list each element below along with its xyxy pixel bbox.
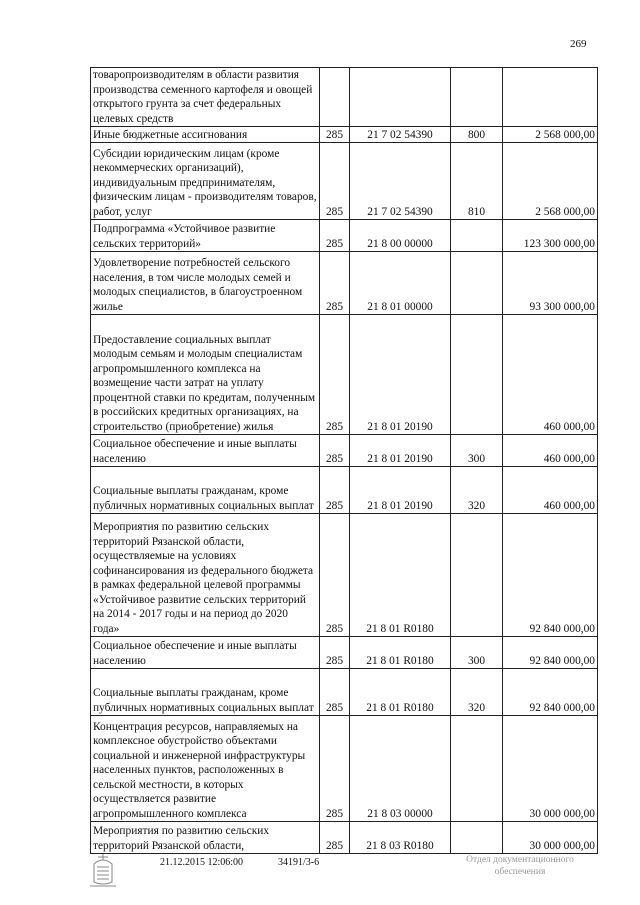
row-name: товаропроизводителям в области развития производства семенного картофеля и овощей открытого грунта за счет федеральных целевых средств bbox=[91, 68, 320, 127]
row-target-article: 21 8 01 R0180 bbox=[350, 669, 451, 716]
row-target-article: 21 8 03 R0180 bbox=[350, 822, 451, 854]
row-name: Подпрограмма «Устойчивое развитие сельских территорий» bbox=[91, 220, 320, 252]
row-expense-type bbox=[451, 716, 503, 822]
row-expense-type: 300 bbox=[451, 435, 503, 467]
row-name: Иные бюджетные ассигнования bbox=[91, 127, 320, 143]
emblem-icon bbox=[86, 852, 120, 888]
row-amount: 460 000,00 bbox=[503, 315, 598, 435]
table-row bbox=[91, 637, 598, 669]
table-row bbox=[91, 467, 598, 514]
footer-datetime: 21.12.2015 12:06:00 bbox=[160, 857, 244, 868]
table-row bbox=[91, 252, 598, 315]
row-expense-type bbox=[451, 514, 503, 637]
row-code bbox=[320, 68, 350, 127]
row-expense-type bbox=[451, 252, 503, 315]
row-expense-type: 810 bbox=[451, 143, 503, 220]
footer-doc-number: 34191/3-6 bbox=[278, 857, 320, 868]
row-code: 285 bbox=[320, 716, 350, 822]
row-amount: 30 000 000,00 bbox=[503, 716, 598, 822]
row-code: 285 bbox=[320, 669, 350, 716]
row-amount: 92 840 000,00 bbox=[503, 669, 598, 716]
row-code: 285 bbox=[320, 127, 350, 143]
row-target-article: 21 8 00 00000 bbox=[350, 220, 451, 252]
row-expense-type: 300 bbox=[451, 637, 503, 669]
row-code: 285 bbox=[320, 637, 350, 669]
budget-table bbox=[90, 67, 598, 854]
row-amount: 2 568 000,00 bbox=[503, 127, 598, 143]
row-code: 285 bbox=[320, 143, 350, 220]
table-row bbox=[91, 822, 598, 854]
row-name: Мероприятия по развитию сельских территорий Рязанской области, bbox=[91, 822, 320, 854]
row-name: Предоставление социальных выплат молодым семьям и молодым специалистам агропромышленного комплекса на возмещение части затрат на уплату процентной ставки по кредитам, полученным в российских кредитных организациях, на строительство (приобретение) жилья bbox=[91, 315, 320, 435]
row-amount: 123 300 000,00 bbox=[503, 220, 598, 252]
row-name: Социальное обеспечение и иные выплаты населению bbox=[91, 435, 320, 467]
row-name: Субсидии юридическим лицам (кроме некоммерческих организаций), индивидуальным предпринимателям, физическим лицам - производителям товаров, работ, услуг bbox=[91, 143, 320, 220]
table-row bbox=[91, 68, 598, 127]
stamp-line-1: Отдел документационного bbox=[466, 855, 574, 865]
row-expense-type bbox=[451, 822, 503, 854]
table-row bbox=[91, 435, 598, 467]
stamp-line-2: обеспечения bbox=[494, 867, 546, 877]
row-target-article: 21 8 01 20190 bbox=[350, 315, 451, 435]
row-amount: 30 000 000,00 bbox=[503, 822, 598, 854]
row-target-article: 21 8 03 00000 bbox=[350, 716, 451, 822]
row-name: Социальные выплаты гражданам, кроме публичных нормативных социальных выплат bbox=[91, 467, 320, 514]
row-code: 285 bbox=[320, 514, 350, 637]
row-target-article: 21 7 02 54390 bbox=[350, 127, 451, 143]
row-target-article: 21 8 01 20190 bbox=[350, 435, 451, 467]
row-amount: 92 840 000,00 bbox=[503, 637, 598, 669]
row-target-article: 21 7 02 54390 bbox=[350, 143, 451, 220]
row-name: Мероприятия по развитию сельских территорий Рязанской области, осуществляемые на условиях софинансирования из федерального бюджета в рамках федеральной целевой программы «Устойчивое развитие сельских территорий на 2014 - 2017 годы и на период до 2020 года» bbox=[91, 514, 320, 637]
row-target-article: 21 8 01 R0180 bbox=[350, 637, 451, 669]
row-code: 285 bbox=[320, 435, 350, 467]
table-row bbox=[91, 220, 598, 252]
table-row bbox=[91, 143, 598, 220]
row-amount: 460 000,00 bbox=[503, 435, 598, 467]
row-target-article: 21 8 01 R0180 bbox=[350, 514, 451, 637]
row-expense-type: 320 bbox=[451, 467, 503, 514]
row-name: Социальное обеспечение и иные выплаты населению bbox=[91, 637, 320, 669]
table-row bbox=[91, 514, 598, 637]
row-amount: 92 840 000,00 bbox=[503, 514, 598, 637]
row-amount bbox=[503, 68, 598, 127]
table-row bbox=[91, 127, 598, 143]
row-amount: 460 000,00 bbox=[503, 467, 598, 514]
row-target-article: 21 8 01 00000 bbox=[350, 252, 451, 315]
row-code: 285 bbox=[320, 252, 350, 315]
row-code: 285 bbox=[320, 315, 350, 435]
table-row bbox=[91, 716, 598, 822]
department-stamp bbox=[445, 854, 595, 878]
row-amount: 93 300 000,00 bbox=[503, 252, 598, 315]
row-expense-type bbox=[451, 68, 503, 127]
row-code: 285 bbox=[320, 220, 350, 252]
row-expense-type bbox=[451, 220, 503, 252]
page-number: 269 bbox=[570, 38, 587, 50]
row-name: Удовлетворение потребностей сельского населения, в том числе молодых семей и молодых специалистов, в благоустроенном жилье bbox=[91, 252, 320, 315]
row-name: Концентрация ресурсов, направляемых на комплексное обустройство объектами социальной и инженерной инфраструктуры населенных пунктов, расположенных в сельской местности, в которых осуществляется развитие агропромышленного комплекса bbox=[91, 716, 320, 822]
row-code: 285 bbox=[320, 822, 350, 854]
row-target-article: 21 8 01 20190 bbox=[350, 467, 451, 514]
table-row bbox=[91, 669, 598, 716]
row-target-article bbox=[350, 68, 451, 127]
budget-table-body bbox=[91, 68, 598, 854]
row-code: 285 bbox=[320, 467, 350, 514]
table-row bbox=[91, 315, 598, 435]
row-expense-type: 800 bbox=[451, 127, 503, 143]
row-name: Социальные выплаты гражданам, кроме публичных нормативных социальных выплат bbox=[91, 669, 320, 716]
row-expense-type: 320 bbox=[451, 669, 503, 716]
row-amount: 2 568 000,00 bbox=[503, 143, 598, 220]
row-expense-type bbox=[451, 315, 503, 435]
